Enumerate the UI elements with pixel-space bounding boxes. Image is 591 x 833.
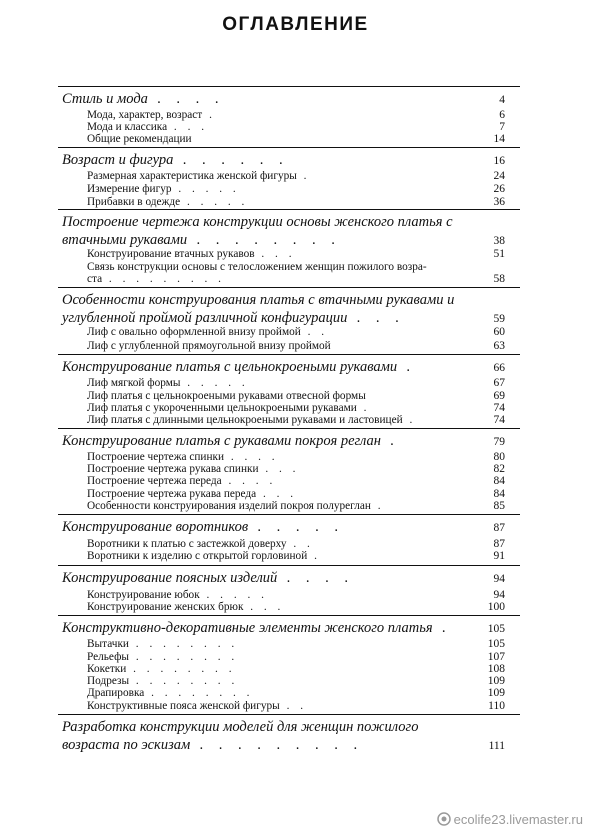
toc-entry	[87, 272, 505, 286]
entry-page-number: 6	[499, 109, 505, 121]
entry-page-number: 94	[493, 589, 505, 601]
leader-dots: . .	[286, 538, 314, 550]
toc-entry-label: Лиф платья с укороченными цельнокроеными рукавами	[87, 402, 357, 414]
watermark	[437, 812, 583, 827]
leader-dots: . . . . .	[248, 519, 345, 535]
section-page-number: 94	[493, 573, 505, 585]
leader-dots: . . .	[167, 121, 209, 133]
section-divider	[58, 354, 520, 355]
watermark-text: ecolife23.livemaster.ru	[453, 812, 583, 827]
leader-dots: .	[307, 550, 321, 562]
leader-dots: . . . . . . . .	[187, 232, 342, 248]
section-page-number: 79	[493, 436, 505, 448]
leader-dots: .	[370, 500, 385, 512]
toc-entry	[87, 413, 505, 427]
toc-entry-label: Лиф с овально оформленной внизу проймой	[87, 326, 301, 338]
leader-dots: . . . . . . . . .	[190, 737, 364, 753]
entry-page-number: 84	[493, 475, 505, 487]
section-divider	[58, 147, 520, 148]
leader-dots: . . . . . . . .	[129, 675, 239, 687]
entry-page-number: 74	[493, 402, 505, 414]
entry-page-number: 91	[493, 550, 505, 562]
entry-page-number: 60	[493, 326, 505, 338]
leader-dots: . . . .	[277, 570, 355, 586]
toc-entry	[87, 169, 505, 183]
toc-entry-label: Общие рекомендации	[87, 133, 192, 145]
section-title	[62, 518, 505, 536]
entry-page-number: 63	[493, 340, 505, 352]
leader-dots: . . . . .	[180, 377, 249, 389]
toc-entry	[87, 247, 505, 261]
section-page-number: 38	[493, 235, 505, 247]
leader-dots: . . . .	[221, 475, 277, 487]
entry-page-number: 36	[493, 196, 505, 208]
entry-page-number: 58	[493, 273, 505, 285]
leader-dots: .	[432, 620, 452, 636]
entry-page-number: 107	[487, 651, 505, 663]
section-title	[62, 358, 505, 376]
section-title-text: Особенности конструирования платья с втачными рукавами и	[62, 292, 455, 308]
leader-dots: . . . .	[224, 451, 279, 463]
section-divider	[58, 514, 520, 515]
toc-entry-label: Подрезы	[87, 675, 130, 687]
entry-page-number: 109	[487, 687, 505, 699]
toc-entry-label: Построение чертежа переда	[87, 475, 222, 487]
section-title-text: Конструирование платья с цельнокроеными рукавами	[62, 359, 398, 375]
toc-entry	[87, 499, 505, 513]
leader-dots: .	[356, 402, 371, 414]
toc-entry-label: Рельефы	[87, 651, 129, 663]
section-title-text: Конструктивно-декоративные элементы женского платья	[62, 620, 433, 636]
section-title-text: Разработка конструкции моделей для женщин пожилого	[62, 719, 419, 735]
entry-page-number: 110	[488, 700, 505, 712]
toc-entry-label: Лиф платья с длинными цельнокроеными рукавами и ластовицей	[87, 414, 403, 426]
leader-dots: . . .	[243, 601, 285, 613]
toc-entry	[87, 474, 505, 488]
section-title-text: Возраст и фигура	[62, 152, 174, 168]
leader-dots: . . . . . . . . .	[102, 273, 225, 285]
toc-entry-label: Размерная характеристика женской фигуры	[87, 170, 297, 182]
section-title-text: углубленной проймой различной конфигурации	[62, 310, 348, 326]
section-title	[62, 291, 505, 309]
section-page-number: 111	[488, 740, 505, 752]
entry-page-number: 100	[487, 601, 505, 613]
toc-entry-label: Мода, характер, возраст	[87, 109, 203, 121]
section-divider	[58, 209, 520, 210]
toc-entry	[87, 195, 505, 209]
toc-entry	[87, 699, 505, 713]
section-title-text: Стиль и мода	[62, 91, 148, 107]
page-title: ОГЛАВЛЕНИЕ	[222, 14, 369, 35]
entry-page-number: 109	[487, 675, 505, 687]
section-title	[62, 569, 505, 587]
entry-page-number: 87	[493, 538, 505, 550]
toc-entry-label: Особенности конструирования изделий покроя полуреглан	[87, 500, 371, 512]
leader-dots: .	[397, 359, 417, 375]
toc-entry-label: Лиф платья с цельнокроеными рукавами отвесной формы	[87, 390, 366, 402]
leader-dots: . . . . . .	[173, 152, 289, 168]
toc-entry-label: Измерение фигур	[87, 183, 172, 195]
toc-entry-label: Связь конструкции основы с телосложением женщин пожилого возра-	[87, 261, 427, 273]
section-title	[62, 619, 505, 637]
section-title-text: возраста по эскизам	[62, 737, 191, 753]
toc-entry-label: ста	[87, 273, 103, 285]
toc-entry	[87, 325, 505, 339]
toc-entry-label: Воротники к изделию с открытой горловиной	[87, 550, 308, 562]
section-title-text: Конструирование воротников	[62, 519, 249, 535]
entry-page-number: 105	[487, 638, 505, 650]
leader-dots: . . .	[254, 248, 296, 260]
section-divider	[58, 428, 520, 429]
section-title	[62, 213, 505, 231]
section-divider	[58, 565, 520, 566]
entry-page-number: 108	[487, 663, 505, 675]
section-title	[62, 718, 505, 736]
section-title-text: втачными рукавами	[62, 232, 188, 248]
section-page-number: 59	[493, 313, 505, 325]
section-divider	[58, 86, 520, 87]
leader-dots: .	[202, 109, 216, 121]
leader-dots: . .	[279, 700, 308, 712]
toc-entry-label: Воротники к платью с застежкой доверху	[87, 538, 287, 550]
toc-entry	[87, 339, 505, 353]
toc-entry-label: Вытачки	[87, 638, 129, 650]
toc-entry	[87, 549, 505, 563]
section-page-number: 4	[499, 94, 505, 106]
entry-page-number: 24	[493, 170, 505, 182]
toc-entry-label: Конструирование юбок	[87, 589, 200, 601]
entry-page-number: 80	[493, 451, 505, 463]
entry-page-number: 69	[493, 390, 505, 402]
section-page-number: 105	[487, 623, 505, 635]
entry-page-number: 14	[493, 133, 505, 145]
toc-entry	[87, 132, 505, 146]
toc-entry-label: Кокетки	[87, 663, 127, 675]
toc-entry-label: Мода и классика	[87, 121, 168, 133]
section-divider	[58, 615, 520, 616]
entry-page-number: 85	[493, 500, 505, 512]
section-divider	[58, 714, 520, 715]
entry-page-number: 51	[493, 248, 505, 260]
toc-entry	[87, 637, 505, 651]
section-title	[62, 736, 505, 754]
leader-dots: . . .	[258, 463, 300, 475]
entry-page-number: 84	[493, 488, 505, 500]
toc-entry	[87, 686, 505, 700]
livemaster-logo-icon	[437, 812, 451, 826]
toc-entry	[87, 182, 505, 196]
leader-dots: .	[296, 170, 311, 182]
section-title	[62, 432, 505, 450]
section-title	[62, 90, 505, 108]
toc-entry-label: Конструирование втачных рукавов	[87, 248, 255, 260]
toc-entry-label: Построение чертежа рукава спинки	[87, 463, 259, 475]
leader-dots: . . . .	[147, 91, 225, 107]
leader-dots: . .	[300, 326, 329, 338]
entry-page-number: 82	[493, 463, 505, 475]
toc-entry-label: Драпировка	[87, 687, 145, 699]
toc-entry-label: Прибавки в одежде	[87, 196, 181, 208]
section-title	[62, 151, 505, 169]
section-title-text: Конструирование платья с рукавами покроя реглан	[62, 433, 381, 449]
toc-entry	[87, 600, 505, 614]
leader-dots: .	[402, 414, 417, 426]
entry-page-number: 67	[493, 377, 505, 389]
entry-page-number: 74	[493, 414, 505, 426]
entry-page-number: 26	[493, 183, 505, 195]
entry-page-number: 7	[499, 121, 505, 133]
toc-entry-label: Лиф мягкой формы	[87, 377, 181, 389]
section-page-number: 16	[493, 155, 505, 167]
section-divider	[58, 287, 520, 288]
toc-entry-label: Конструирование женских брюк	[87, 601, 244, 613]
leader-dots: .	[380, 433, 401, 449]
section-title-text: Построение чертежа конструкции основы женского платья с	[62, 214, 453, 230]
section-title-text: Конструирование поясных изделий	[62, 570, 278, 586]
section-page-number: 66	[493, 362, 505, 374]
leader-dots: . . .	[347, 310, 406, 326]
toc-entry-label: Построение чертежа спинки	[87, 451, 225, 463]
leader-dots: . . .	[256, 488, 298, 500]
toc-entry-label: Лиф с углубленной прямоугольной внизу проймой	[87, 340, 331, 352]
leader-dots: . . . . . . . .	[128, 638, 239, 650]
leader-dots: . . . . .	[171, 183, 240, 195]
toc-entry	[87, 376, 505, 390]
leader-dots: . . . . .	[180, 196, 249, 208]
section-page-number: 87	[493, 522, 505, 534]
leader-dots: . . . . . . . .	[126, 663, 236, 675]
leader-dots: . . . . . . . .	[144, 687, 254, 699]
toc-entry-label: Конструктивные пояса женской фигуры	[87, 700, 280, 712]
leader-dots: . . . . .	[199, 589, 268, 601]
leader-dots: . . . . . . . .	[129, 651, 239, 663]
toc-entry-label: Построение чертежа рукава переда	[87, 488, 257, 500]
